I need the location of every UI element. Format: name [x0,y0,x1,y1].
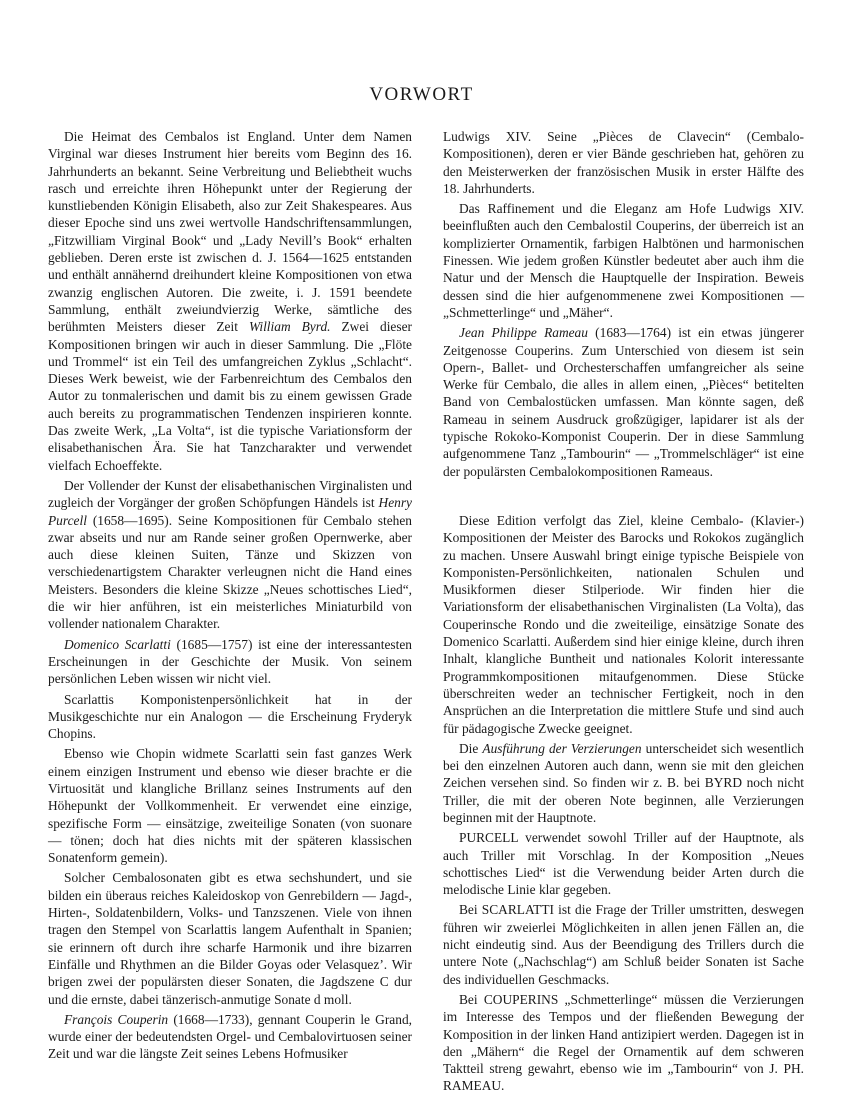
paragraph-couperin [48,1011,412,1063]
paragraph-ornaments [443,740,804,826]
right-column [443,128,804,1098]
ornaments-heading: Ausführung der Verzierungen [482,740,642,756]
paragraph-rameau [443,324,804,480]
rameau-name: Jean Philippe Rameau [459,325,588,341]
scarlatti-name: Domenico Scarlatti [64,636,171,652]
left-column [48,128,412,1066]
purcell-name: Henry Purcell [48,495,412,528]
paragraph-couperin-ornaments: Bei COUPERINS „Schmetterlinge“ müssen die Verzierungen im Interesse des Tempos und der fließenden Bewegung der Komposition in der linken Hand antizipiert werden. Dagegen ist in den „Mähern“ die Regel der Ornamentik auf dem schweren Taktteil streng gewahrt, ebenso wie im „Tambourin“ von J. PH. RAMEAU. [443,991,804,1094]
paragraph-ornaments-intro: Die [459,740,483,756]
paragraph-chopin-comparison: Ebenso wie Chopin widmete Scarlatti sein fast ganzes Werk einem einzigen Instrument und ebenso wie dieser brachte er die Virtuosität und klangliche Brillanz seines Instruments auf den Höhepunkt der Vollkommenheit. Er verwendet eine einzige, spezifische Form — einsätzige, zweiteilige Sonaten (von suonare — tönen; doch hat dies nichts mit der späteren klassischen Sonatenform gemein). [48,746,412,866]
paragraph-england [48,128,412,474]
paragraph-cembalo-sonatas: Solcher Cembalosonaten gibt es etwa sechshundert, und sie bilden ein überaus reiches Kaleidoskop von Genrebildern — Jagd-, Hirten-, Soldatenbildern, Volks- und Tanzszenen. Viele von ihnen tragen den Stempel von Scarlattis langem Aufenthalt in Spanien; sie erinnern oft durch ihre scharfe Harmonik und ihre bizarren Einfälle und Rhythmen an die Bilder Goyas oder Velasquez’. Wir brigen zwei der populärsten dieser Sonaten, die Jagdszene C dur und die ernste, dabei tänzerisch-anmutige Sonate d moll. [48,870,412,1007]
paragraph-ornaments-text: unterscheidet sich wesentlich bei den einzelnen Autoren auch dann, wenn sie mit den gleichen Zeichen versehen sind. So finden wir z. B. bei BYRD noch nicht Triller, die mit der oberen Note beginnen, alle Verzierungen beginnen mit der Hauptnote. [443,740,804,825]
byrd-name: William Byrd. [248,319,331,335]
paragraph-scarlatti [48,636,412,688]
paragraph-scarlatti-chopin: Scarlattis Komponistenpersönlichkeit hat in der Musikgeschichte nur ein Analogon — die Erscheinung Fryderyk Chopins. [48,691,412,742]
paragraph-byrd-text: Zwei dieser Kompositionen bringen wir auch in dieser Sammlung. Die „Flöte und Trommel“ ist ein Teil des umfangreichen Zyklus „Schlacht“. Dieses Werk beweist, wie der Farbenreichtum des Cembalos den Autor zu tonmalerischen und damit bis zu einem gewissen Grade auch bereits zu programmatischen Tendenzen inspirieren konnte. Das zweite Werk, „La Volta“, ist die typische Variationsform der elisabethanischen Ära. Sie hat Tanzcharakter und verwendet vielfach Echoeffekte. [48,319,412,473]
paragraph-pieces-de-clavecin: Ludwigs XIV. Seine „Pièces de Clavecin“ (Cembalo-Kompositionen), deren er vier Bände geschrieben hat, gehören zu den Meisterwerken der französischen Musik in erster Hälfte des 18. Jahrhunderts. [443,129,804,196]
paragraph-purcell-intro: Der Vollender der Kunst der elisabethanischen Virginalisten und zugleich der Vorgänger der großen Schöpfungen Händels ist [48,477,412,511]
paragraph-scarlatti-trills: Bei SCARLATTI ist die Frage der Triller umstritten, deswegen führen wir zweierlei Möglichkeiten in allen jenen Fällen an, die nicht eindeutig sind. Aus der Beendigung des Trillers durch die untere Note („Nachschlag“) am Schluß beider Sonaten ist Sache des individuellen Geschmacks. [443,902,804,987]
paragraph-purcell [48,477,412,633]
paragraph-purcell-trills: PURCELL verwendet sowohl Triller auf der Hauptnote, als auch Triller mit Vorschlag. In der Komposition „Neues schottisches Lied“ ist die Verwendung beider Arten durch die melodische Linie klar gegeben. [443,830,804,898]
paragraph-scarlatti-text: (1685—1757) ist eine der interessantesten Erscheinungen in der Geschichte der Musik. Von seinem persönlichen Leben wissen wir nicht viel. [48,636,412,687]
paragraph-england-text: Die Heimat des Cembalos ist England. Unter dem Namen Virginal war dieses Instrument hier bereits vom Beginn des 16. Jahrhunderts an bekannt. Seine Verbreitung und Beliebtheit wuchs rasch und erreichte ihren Höhepunkt unter der Regierung der kunstliebenden Königin Elisabeth, also zur Zeit Shakespeares. Aus dieser Epoche sind uns zwei wertvolle Handschriftensammlungen, „Fitzwilliam Virginal Book“ und „Lady Nevill’s Book“ erhalten geblieben. Deren erste ist zwischen d. J. 1564—1625 entstanden und enthält annähernd dreihundert kleine Kompositionen von etwa zwanzig englischen Autoren. Die zweite, i. J. 1591 beendete Sammlung, enthält zweiundvierzig Werke, sämtliche des berühmten Meisters dieser Zeit [48,129,412,335]
paragraph-edition: Diese Edition verfolgt das Ziel, kleine Cembalo- (Klavier-) Kompositionen der Meister des Barocks und Rokokos zugänglich zu machen. Unsere Auswahl bringt einige typische Beispiele von Komponisten-Persönlichkeiten, nationalen Schulen und Musikformen dieser Stilperiode. Wir finden hier die Variationsform der elisabethanischen Virginalisten (La Volta), das Couperinsche Rondo und die zweiteilige, einsätzige Sonate des Domenico Scarlatti. Außerdem sind hier einige kleine, durch ihren Inhalt, klangliche Buntheit und nationales Kolorit interessante Programmkompositionen mitaufgenommen. Diese Stücke überschreiten weder an technischer Fertigkeit, noch in den Ansprüchen an die Interpretation die mittlere Stufe und sind auch für pädagogische Zwecke geeignet. [443,512,804,736]
paragraph-couperin-text: (1668—1733), gennant Couperin le Grand, wurde einer der bedeutendsten Orgel- und Cembalovirtuosen seiner Zeit und war die längste Zeit seines Lebens Hofmusiker [48,1011,412,1062]
paragraph-raffinement: Das Raffinement und die Eleganz am Hofe Ludwigs XIV. beeinflußten auch den Cembalostil Couperins, der überreich ist an komplizierter Ornamentik, farbigen Halbtönen und harmonischen Finessen. Wie jedem großen Künstler bedeutet aber auch ihm die Natur und der Mensch die Hauptquelle der Inspiration. Beweis dessen sind die hier aufgenommenene zwei Kompositionen — „Schmetterlinge“ und „Mäher“. [443,201,804,320]
page-title: VORWORT [369,84,474,105]
paragraph-purcell-text: (1658—1695). Seine Kompositionen für Cembalo stehen zwar abseits und nur am Rande seiner großen Opernwerke, aber auch diese kleinen Suiten, Tänze und Skizzen von verschiedenartigstem Charakter verleugnen nicht die Hand eines Meisters. Besonders die kleine Skizze „Neues schottisches Lied“, die wir hier anführen, ist ein meisterliches Miniaturbild von vollender nationalem Charakter. [48,512,412,632]
couperin-name: François Couperin [64,1011,169,1027]
paragraph-rameau-text: (1683—1764) ist ein etwas jüngerer Zeitgenosse Couperins. Zum Unterschied von diesem ist sein Opern-, Ballet- und Orchesterschaffen umfangreicher als seine Werke für Cembalo, die alles in allem einen, „Pièces“ betitelten Band von Cembalostücken umfassen. Man könnte sagen, deß Rameau in seinem Ausdruck großzügiger, lapidarer ist als der typische Rokoko-Komponist Couperin. Der in diese Sammlung aufgenommene Tanz „Tambourin“ — „Trommelschläger“ ist eine der populärsten Cembalokompositionen Rameaus. [443,325,804,479]
